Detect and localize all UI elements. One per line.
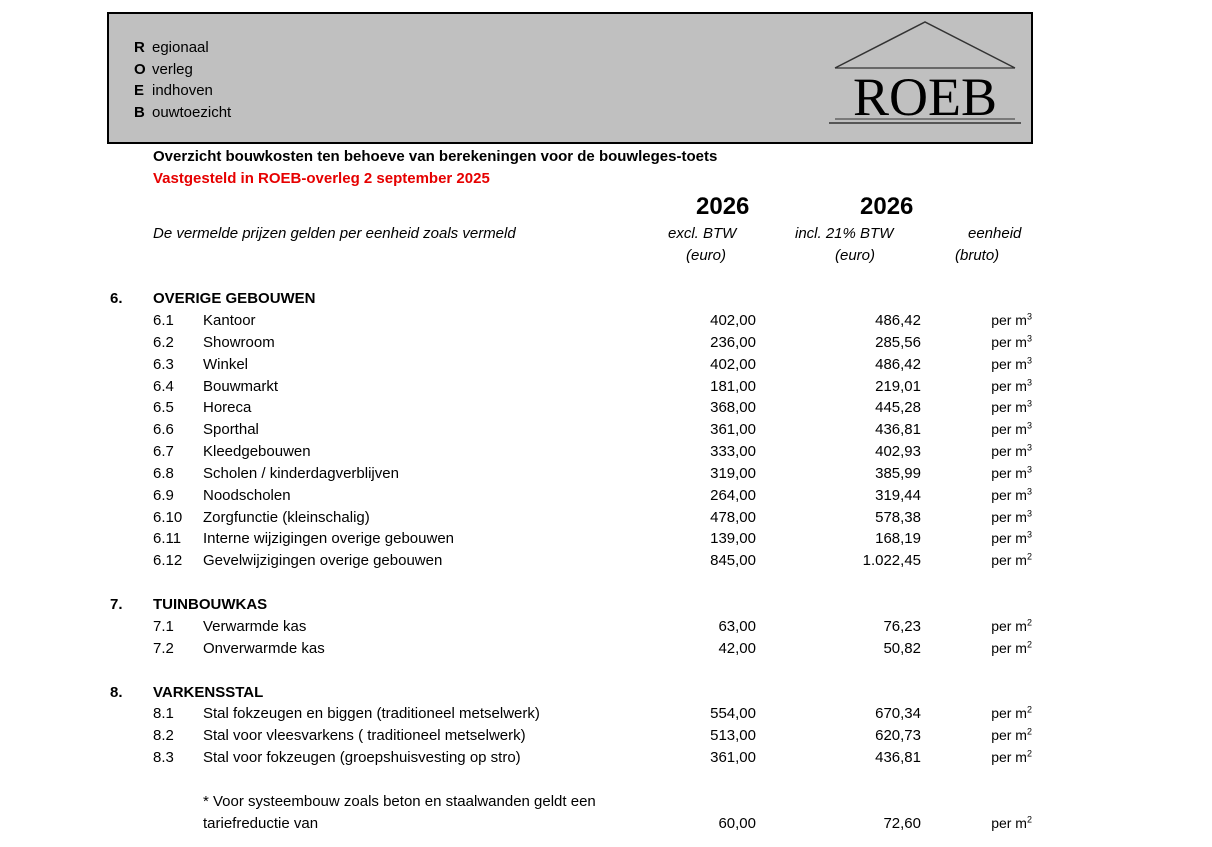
price-excl: 63,00 [718,618,756,635]
item-label: Interne wijzigingen overige gebouwen [203,530,455,547]
price-excl: 478,00 [710,509,756,526]
unit-label: per $m^2$ [991,639,1032,656]
price-incl: 578,38 [875,509,921,526]
col-header-incl: incl. 21% BTW [795,225,894,242]
unit-label: per $m^3$ [991,464,1032,481]
item-number: 6.5 [153,399,174,416]
item-number: 6.9 [153,487,174,504]
unit-label: per $m^2$ [991,748,1032,765]
unit-label: per $m^3$ [991,377,1032,394]
footnote-line-1: * Voor systeembouw zoals beton en staalwanden geldt een [203,793,596,810]
price-incl: 219,01 [875,378,921,395]
price-incl: 436,81 [875,421,921,438]
roeb-logo [827,19,1022,129]
item-number: 8.3 [153,749,174,766]
item-number: 6.4 [153,378,174,395]
section-number: 6. [110,290,123,307]
price-incl: 285,56 [875,334,921,351]
unit-label: per $m^3$ [991,508,1032,525]
item-label: Sporthal [203,421,259,438]
unit-label: per $m^3$ [991,333,1032,350]
price-incl: 670,34 [875,705,921,722]
price-excl: 264,00 [710,487,756,504]
col-sub-unit: (bruto) [955,247,1000,264]
col-sub-excl: (euro) [686,247,727,264]
price-excl: 60,00 [718,815,756,832]
page-subtitle: Vastgesteld in ROEB-overleg 2 september 2025 [153,170,490,187]
unit-label: per $m^2$ [991,726,1032,743]
price-excl: 333,00 [710,443,756,460]
item-number: 6.12 [153,552,183,569]
item-label: Showroom [203,334,275,351]
footnote-line-2: tariefreductie van [203,815,319,832]
price-incl: 76,23 [883,618,921,635]
item-label: Verwarmde kas [203,618,307,635]
section-title: VARKENSSTAL [153,684,264,701]
item-label: Horeca [203,399,252,416]
price-excl: 513,00 [710,727,756,744]
unit-label: per $m^2$ [991,617,1032,634]
price-excl: 139,00 [710,530,756,547]
price-note: De vermelde prijzen gelden per eenheid zoals vermeld [153,225,516,242]
unit-label: per $m^2$ [991,814,1032,831]
item-label: Stal voor fokzeugen (groepshuisvesting op stro) [203,749,521,766]
unit-label: per $m^3$ [991,442,1032,459]
unit-label: per $m^2$ [991,704,1032,721]
item-number: 6.6 [153,421,174,438]
item-number: 7.1 [153,618,174,635]
unit-label: per $m^3$ [991,486,1032,503]
item-label: Noodscholen [203,487,291,504]
item-number: 6.8 [153,465,174,482]
item-number: 8.1 [153,705,174,722]
col-sub-incl: (euro) [835,247,876,264]
price-incl: 1.022,45 [862,552,921,569]
col-header-unit: eenheid [968,225,1022,242]
price-incl: 486,42 [875,356,921,373]
price-incl: 72,60 [883,815,921,832]
item-number: 6.2 [153,334,174,351]
price-excl: 402,00 [710,312,756,329]
year-excl: 2026 [696,193,750,220]
price-incl: 385,99 [875,465,921,482]
item-label: Gevelwijzigingen overige gebouwen [203,552,443,569]
price-incl: 168,19 [875,530,921,547]
price-excl: 361,00 [710,749,756,766]
item-number: 6.1 [153,312,174,329]
price-excl: 319,00 [710,465,756,482]
item-label: Zorgfunctie (kleinschalig) [203,509,370,526]
item-label: Kleedgebouwen [203,443,311,460]
price-incl: 319,44 [875,487,921,504]
page-title: Overzicht bouwkosten ten behoeve van berekeningen voor de bouwleges-toets [153,148,718,165]
price-excl: 368,00 [710,399,756,416]
unit-label: per $m^3$ [991,355,1032,372]
item-number: 6.11 [153,530,182,547]
unit-label: per $m^3$ [991,420,1032,437]
acronym-block [134,37,231,124]
price-incl: 402,93 [875,443,921,460]
price-excl: 42,00 [718,640,756,657]
price-incl: 620,73 [875,727,921,744]
unit-label: per $m^3$ [991,529,1032,546]
price-excl: 361,00 [710,421,756,438]
item-label: Kantoor [203,312,256,329]
item-number: 6.10 [153,509,183,526]
section-number: 8. [110,684,123,701]
price-excl: 181,00 [710,378,756,395]
section-number: 7. [110,596,123,613]
item-label: Onverwarmde kas [203,640,325,657]
unit-label: per $m^2$ [991,551,1032,568]
year-incl: 2026 [860,193,914,220]
item-label: Stal fokzeugen en biggen (traditioneel metselwerk) [203,705,540,722]
item-number: 6.7 [153,443,174,460]
price-excl: 236,00 [710,334,756,351]
acronym-row: B ouwtoezicht [134,104,232,122]
item-number: 8.2 [153,727,174,744]
item-number: 6.3 [153,356,174,373]
acronym-row: O verleg [134,60,193,78]
item-label: Winkel [203,356,249,373]
acronym-row: R egionaal [134,39,209,56]
price-excl: 845,00 [710,552,756,569]
section-title: TUINBOUWKAS [153,596,268,613]
price-incl: 445,28 [875,399,921,416]
acronym-row: E indhoven [134,82,213,100]
price-incl: 486,42 [875,312,921,329]
item-label: Scholen / kinderdagverblijven [203,465,399,482]
col-header-excl: excl. BTW [668,225,737,242]
price-excl: 402,00 [710,356,756,373]
item-label: Bouwmarkt [203,378,279,395]
item-label: Stal voor vleesvarkens ( traditioneel metselwerk) [203,727,526,744]
section-title: OVERIGE GEBOUWEN [153,290,316,307]
unit-label: per $m^3$ [991,398,1032,415]
price-incl: 436,81 [875,749,921,766]
unit-label: per $m^3$ [991,311,1032,328]
price-incl: 50,82 [883,640,921,657]
price-excl: 554,00 [710,705,756,722]
logo-text: ROEB [852,67,998,127]
item-number: 7.2 [153,640,174,657]
